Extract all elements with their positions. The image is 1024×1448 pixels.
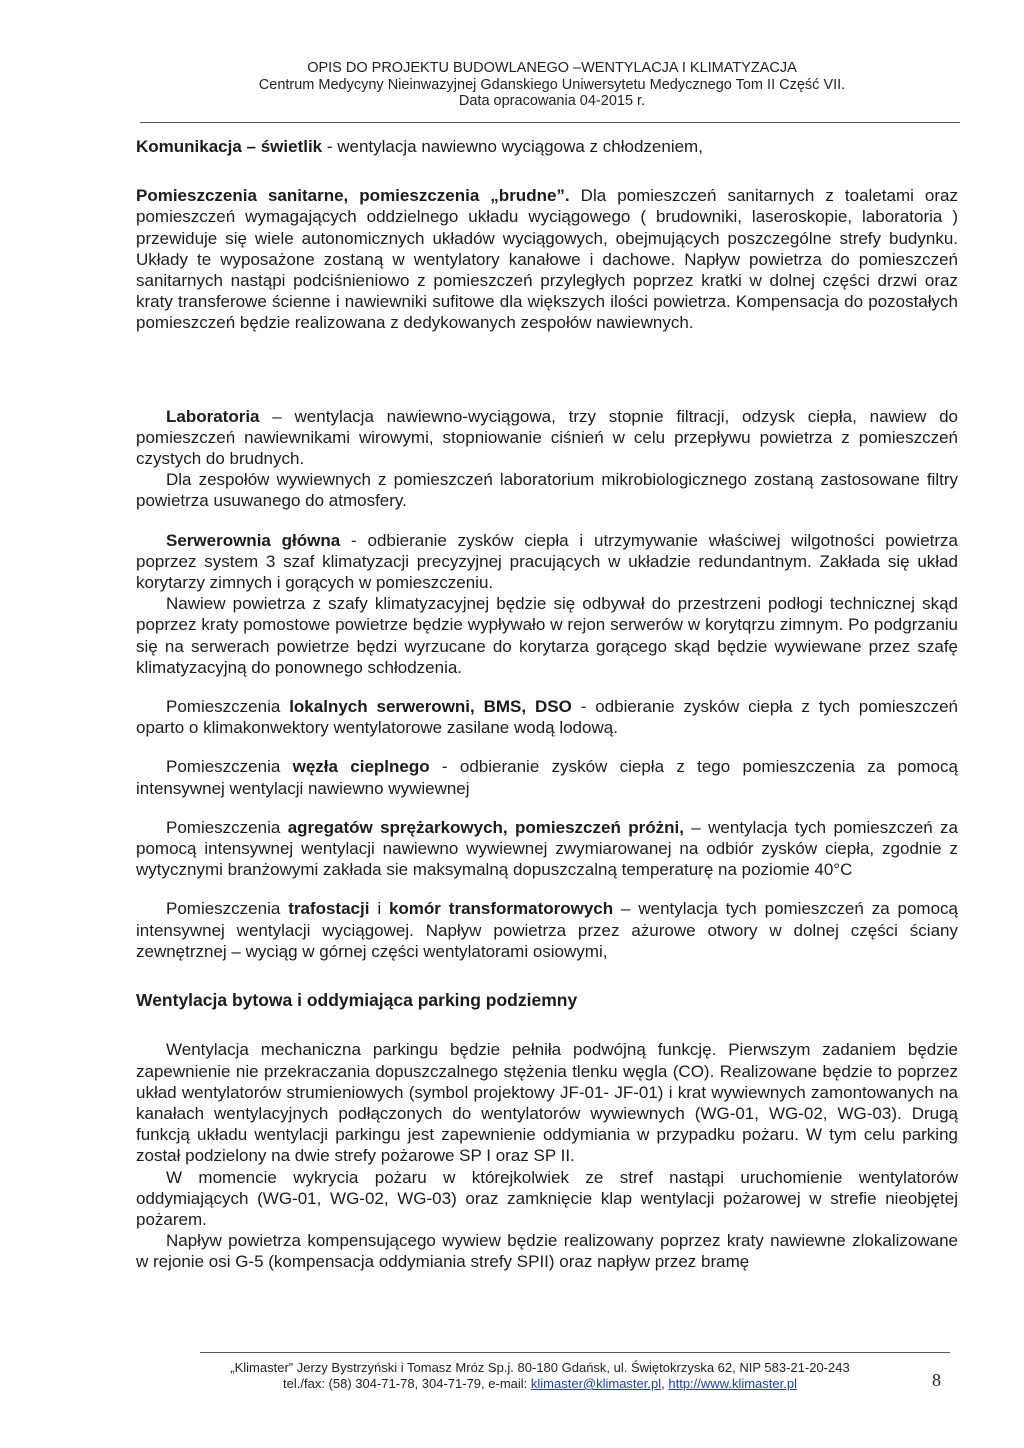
text-wezel-pre: Pomieszczenia (166, 757, 293, 777)
term-wezel: węzła cieplnego (292, 757, 430, 777)
paragraph-agregaty (136, 817, 958, 881)
paragraph-lokalne-serwerownie (136, 696, 958, 738)
document-body (136, 136, 958, 1273)
paragraph-serwerownia-nawiew: Nawiew powietrza z szafy klimatyzacyjnej będzie się odbywał do przestrzeni podłogi technicznej skąd poprzez kraty pomostowe powietrze będzie wypływało w rejon serwerów w korytqrzu zimnym. Po podgrzaniu się na serwerach powietrze będzi wyrzucane do korytarza gorącego skąd będzie wywiewane przez szafę klimatyzacyjną do ponownego schłodzenia. (136, 594, 958, 677)
text-wezel: - odbieranie zysków ciepła z tego pomieszczenia za pomocą intensywnej wentylacji nawiewno wywiewnej (136, 757, 958, 798)
term-sanitarne: Pomieszczenia sanitarne, pomieszczenia „brudne”. (136, 186, 570, 206)
document-header (140, 60, 964, 110)
text-trafo-mid: i (369, 899, 389, 919)
footer-phone: tel./fax: (58) 304-71-78, 304-71-79, e-mail: (283, 1376, 531, 1391)
text-trafo: – wentylacja tych pomieszczeń za pomocą intensywnej wentylacji wyciągowej. Napływ powietrza przez ażurowe otwory w dolnej części ściany zewnętrznej – wyciąg w górnej części wentylatorami osiowymi, (136, 899, 958, 961)
term-lokalne: lokalnych serwerowni, BMS, DSO (289, 697, 572, 717)
section-heading-parking: Wentylacja bytowa i oddymiająca parking podziemny (136, 990, 578, 1011)
text-agregaty: – wentylacja tych pomieszczeń za pomocą intensywnej wentylacji nawiewno wywiewnej zwymiarowanej na odbiór zysków ciepła, zgodnie z wytycznymi branżowymi zakłada sie maksymalną dopuszczalną temperaturę na poziomie 40°C (136, 817, 958, 880)
text-komunikacja: - wentylacja nawiewno wyciągowa z chłodzeniem, (322, 137, 703, 156)
term-komory: komór transformatorowych (388, 899, 614, 919)
header-divider (140, 122, 960, 123)
paragraph-parking-3: Napływ powietrza kompensującego wywiew będzie realizowany poprzez kraty nawiewne zlokalizowane w rejonie osi G-5 (kompensacja oddymiania strefy SPII) oraz napływ przez bramę (136, 1231, 958, 1272)
header-title: OPIS DO PROJEKTU BUDOWLANEGO –WENTYLACJA I KLIMATYZACJA (307, 60, 797, 76)
term-trafostacja: trafostacji (288, 899, 370, 919)
footer-contact (180, 1376, 900, 1392)
paragraph-parking-1: Wentylacja mechaniczna parkingu będzie pełniła podwójną funkcję. Pierwszym zadaniem będzie zapewnienie nie przekraczania dopuszczalnego stężenia tlenku węgla (CO). Realizowane będzie to poprzez układ wentylatorów strumieniowych (symbol projektowy JF-01- JF-01) i krat wywiewnych zamontowanych na kanałach wentylacyjnych podłączonych do wentylatorów wywiewnych (WG-01, WG-02, WG-03). Drugą funkcją układu wentylacji parkingu jest zapewnienie oddymiania w przypadku pożaru. W tym celu parking został podzielony na dwie strefy pożarowe SP I oraz SP II. (136, 1040, 958, 1166)
header-subtitle: Centrum Medycyny Nieinwazyjnej Gdanskiego Uniwersytetu Medycznego Tom II Część VII. (258, 76, 846, 93)
text-serwerownia: - odbieranie zysków ciepła i utrzymywanie właściwej wilgotności powietrza poprzez system 3 szaf klimatyzacji precyzyjnej pracujących w układzie redundantnym. Zakłada się układ korytarzy zimnych i gorących w pomieszczeniu. (136, 530, 959, 593)
text-laboratoria: – wentylacja nawiewno-wyciągowa, trzy stopnie filtracji, odzysk ciepła, nawiew do pomieszczeń nawiewnikami wirowymi, stopniowanie ciśnień w celu przepływu powietrza z pomieszczeń czystych do brudnych. (136, 406, 958, 469)
footer-separator: , (661, 1376, 669, 1391)
paragraph-trafostacja (136, 898, 958, 962)
paragraph-sanitarne (136, 185, 958, 333)
document-footer (180, 1360, 900, 1392)
footer-email-link[interactable]: klimaster@klimaster.pl (530, 1376, 662, 1391)
text-agregaty-pre: Pomieszczenia (166, 817, 288, 837)
paragraph-laboratoria (136, 406, 958, 470)
paragraph-parking-2: W momencie wykrycia pożaru w którejkolwiek ze stref nastąpi uruchomienie wentylatorów oddymiających (WG-01, WG-02, WG-03) oraz zamknięcie klap wentylacji pożarowej w strefie nieobjętej pożarem. (136, 1167, 958, 1229)
term-serwerownia: Serwerownia główna (166, 530, 341, 550)
paragraph-wezel (136, 756, 958, 798)
text-lokalne-pre: Pomieszczenia (166, 697, 290, 717)
paragraph-laboratoria-filters: Dla zespołów wywiewnych z pomieszczeń laboratorium mikrobiologicznego zostaną zastosowane filtry powietrza usuwanego do atmosfery. (136, 470, 958, 511)
term-komunikacja: Komunikacja – świetlik (136, 137, 323, 156)
text-lokalne: - odbieranie zysków ciepła z tych pomieszczeń oparto o klimakonwektory wentylatorowe zasilane wodą lodową. (136, 697, 958, 738)
footer-website-link[interactable]: http://www.klimaster.pl (668, 1376, 797, 1391)
header-date: Data opracowania 04-2015 r. (458, 93, 646, 109)
term-laboratoria: Laboratoria (166, 406, 260, 426)
term-agregaty: agregatów sprężarkowych, pomieszczeń próżni, (287, 817, 684, 837)
page-number: 8 (932, 1370, 941, 1390)
text-sanitarne: Dla pomieszczeń sanitarnych z toaletami oraz pomieszczeń wymagających oddzielnego układu wyciągowego ( brudowniki, laseroskopie, laboratoria ) przewiduje się wiele autonomicznych układów wyciągowych, obejmujących poszczególne strefy budynku. Układy te wyposażone zostaną w wentylatory kanałowe i dachowe. Napływ powietrza do pomieszczeń sanitarnych nastąpi podciśnieniowo z pomieszczeń przyległych poprzez kratki w dolnej części drzwi oraz kraty transferowe ścienne i nawiewniki sufitowe dla większych ilości powietrza. Kompensacja do pozostałych pomieszczeń będzie realizowana z dedykowanych zespołów nawiewnych. (136, 186, 959, 333)
paragraph-serwerownia (136, 530, 958, 594)
footer-divider (200, 1352, 950, 1353)
footer-company: „Klimaster” Jerzy Bystrzyński i Tomasz Mróz Sp.j. 80-180 Gdańsk, ul. Świętokrzyska 62, NIP 583-21-20-243 (230, 1360, 850, 1375)
paragraph-komunikacja (136, 136, 958, 157)
text-trafo-pre: Pomieszczenia (166, 899, 289, 919)
